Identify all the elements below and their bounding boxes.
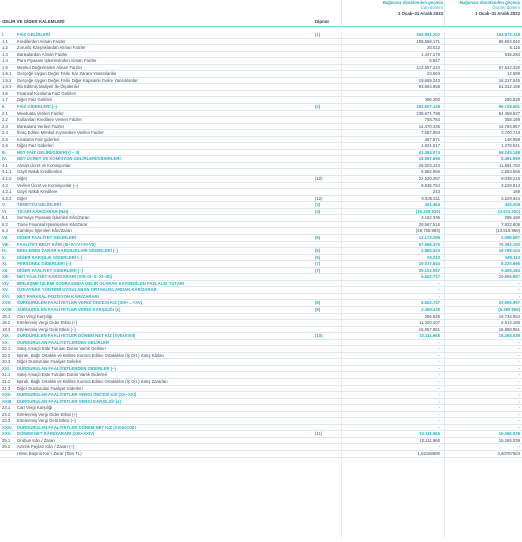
row-prior-value: 1.276.541 [501, 143, 520, 149]
row-prior-value: 9.495.184 [501, 267, 520, 273]
row-current-value: 29.102.057 [418, 267, 440, 273]
row-prior-value: 9.038.216 [501, 176, 520, 182]
row-code: 1.1 [2, 38, 8, 44]
row-current-value: 11.320.107 [419, 320, 440, 326]
row-code: XIX. [2, 333, 11, 339]
row-code: 1.3 [2, 51, 8, 57]
row-label: Diğer Faiz Gelirleri [17, 97, 53, 103]
row-code: 6.2 [2, 221, 8, 227]
row-label: Türev Finansal İşlemlerden Kâr/Zarar [17, 221, 88, 227]
row-prior-value: 3,60787563 [497, 451, 520, 456]
row-code: 1.2 [2, 45, 8, 51]
row-label: İtfa Edilmiş Maliyeti İle Ölçülenler [17, 84, 80, 90]
row-prior-value: 3.700.719 [501, 130, 520, 136]
row-label: DİĞER KARŞILIK GİDERLERİ (–) [17, 254, 83, 260]
row-label: Menkul Değerlerden Alınan Faizler [17, 64, 83, 70]
row-code: 2.2 [2, 117, 8, 123]
row-current-value: 15.067.961 [418, 326, 440, 332]
row-label: DURDURULAN FAALİYETLERDEN GİDERLER (–) [17, 365, 116, 371]
row-label: BİRLEŞME İŞLEMİ SONRASINDA GELİR OLARAK KAYDEDİLEN FAZLALIK TUTARI [17, 280, 185, 286]
row-current-value: 28.503.223 [418, 162, 440, 168]
row-code: 20.1 [2, 346, 11, 352]
col1-period-dates: 1 Ocak–31 Aralık 2023 [398, 10, 443, 16]
row-code: 18.3 [2, 326, 11, 332]
row-code: XXII. [2, 392, 12, 398]
row-current-value: - [438, 346, 440, 352]
row-prior-value: 12.589 [507, 71, 520, 77]
row-label: DÖNEM NET KÂRI/ZARARI (XIX+XXIV) [17, 431, 95, 437]
row-label: Diğer Durdurulan Faaliyet Giderleri [17, 385, 83, 391]
row-code: 2.4 [2, 130, 8, 136]
row-label: Satış Amaçlı Elde Tutulan Duran Varlık Giderleri [17, 372, 108, 378]
row-prior-value: - [518, 405, 520, 411]
row-prior-value: - [518, 378, 520, 384]
row-code: 2.5 [2, 136, 8, 142]
row-note: (7) [315, 267, 321, 273]
column-separator [444, 0, 445, 26]
row-prior-value: 4.086.867 [501, 234, 520, 240]
row-current-value: - [438, 385, 440, 391]
row-code: 21.2 [2, 378, 11, 384]
row-label: ÖZKAYNAK YÖNTEMİ UYGULANAN ORTAKLIKLARDAN KÂR/ZARAR [17, 287, 157, 293]
row-note: (2) [315, 104, 321, 110]
row-current-value: - [438, 280, 440, 286]
row-current-value: - [438, 378, 440, 384]
row-label: İhraç Edilen Menkul Kıymetlere Verilen Faizler [17, 130, 104, 136]
row-current-value: 263.607.128 [416, 104, 440, 110]
row-current-value: 189.559.171 [416, 38, 440, 44]
row-code: XX. [2, 339, 9, 345]
row-code: V. [2, 202, 6, 208]
row-label: Kambiyo İşlemleri Kârı/Zararı [17, 228, 73, 234]
row-label: Finansal Kiralama Faiz Gelirleri [17, 90, 77, 96]
row-prior-value: 3.229.813 [501, 182, 520, 188]
row-current-value: 487.571 [424, 136, 440, 142]
row-prior-value: - [518, 58, 520, 64]
row-current-value: - [438, 398, 440, 404]
row-prior-value: 15.265.039 [498, 431, 520, 437]
row-label: DURDURULAN FAALİYETLER VERGİ ÖNCESİ K/Z (XX–XXI) [17, 392, 137, 398]
row-label: Gayri Nakdi Kredilere [17, 189, 58, 195]
row-prior-value: - [518, 346, 520, 352]
row-current-value: 10.111.965 [419, 431, 440, 437]
row-prior-value: 11.691.782 [499, 162, 520, 168]
row-prior-value: 64.459.527 [498, 110, 520, 116]
row-note: (9) [315, 306, 321, 312]
row-label: Diğer [17, 176, 28, 182]
row-label: Bankalardan Alınan Faizler [17, 51, 68, 57]
row-note: (6) [315, 248, 321, 254]
col1-period-name: Cari dönem [420, 5, 443, 11]
row-code: 4.2.1 [2, 189, 12, 195]
row-current-value: - [438, 339, 440, 345]
row-label: Ertelenmiş Vergi Gider Etkisi (+) [17, 411, 78, 417]
row-code: 1.7 [2, 97, 8, 103]
row-current-value: 396.260 [424, 97, 440, 103]
row-current-value: 18.967.669 [418, 156, 440, 162]
row-prior-value: 535.284 [504, 51, 520, 57]
row-code: 1.5.3 [2, 84, 12, 90]
row-label: Cari Vergi Karşılığı [17, 405, 53, 411]
row-label: Ertelenmiş Vergi Gelir Etkisi (–) [17, 326, 76, 332]
row-current-value: 3.162.336 [421, 215, 440, 221]
row-prior-value: 67.542.320 [498, 64, 520, 70]
row-prior-value: 15.265.039 [498, 333, 520, 339]
row-prior-value: 16.217.545 [498, 77, 520, 83]
row-label: NET ÜCRET VE KOMİSYON GELİRLERİ/GİDERLERİ [17, 156, 121, 162]
note-column-header: Dipnot [315, 19, 329, 24]
row-prior-value: 15.784.967 [498, 123, 520, 129]
row-code: XVIII. [2, 306, 13, 312]
row-note: (4) [315, 208, 321, 214]
row-current-value: 29.567.516 [418, 221, 440, 227]
row-current-value: (48.759.983) [415, 228, 440, 234]
row-current-value: 5.982.956 [421, 169, 440, 175]
row-current-value: - [438, 372, 440, 378]
row-prior-value: (13.919.969) [495, 228, 520, 234]
row-current-value: - [438, 287, 440, 293]
row-current-value: 7.587.083 [421, 130, 440, 136]
row-current-value: - [438, 352, 440, 358]
row-prior-value: - [518, 372, 520, 378]
row-label: Cari Vergi Karşılığı [17, 313, 53, 319]
row-code: 23.2 [2, 411, 11, 417]
row-label: PERSONEL GİDERLERİ (–) [17, 261, 71, 267]
row-code: 4.1.2 [2, 176, 12, 182]
row-current-value: 113.557.224 [416, 64, 440, 70]
row-code: 23.1 [2, 405, 11, 411]
row-current-value: 5.547 [429, 58, 440, 64]
row-prior-value: - [518, 418, 520, 424]
row-note: (6) [315, 254, 321, 260]
row-label: SÜRDÜRÜLEN FAALİYETLER DÖNEM NET K/Z (XVII±XVIII) [17, 333, 136, 339]
row-prior-value: - [518, 411, 520, 417]
row-prior-value: 2.653.566 [501, 169, 520, 175]
row-note: (10) [315, 333, 323, 339]
row-current-value: - [438, 405, 440, 411]
row-code: 1.5 [2, 64, 8, 70]
row-code: XXIV. [2, 424, 13, 430]
row-label: Diğer Faiz Giderleri [17, 143, 54, 149]
row-label: NET FAİZ GELİRİ/GİDERİ (I – II) [17, 149, 80, 155]
row-label: Ertelenmiş Vergi Gider Etkisi (+) [17, 320, 78, 326]
row-code: 4.2 [2, 182, 8, 188]
row-prior-value: 148.958 [504, 136, 520, 142]
row-prior-value: 51.312.186 [498, 84, 520, 90]
row-prior-value: 20.655.997 [498, 300, 520, 306]
col2-period-dates: 1 Ocak–31 Aralık 2022 [475, 10, 520, 16]
row-prior-value: 75.362.193 [498, 241, 520, 247]
row-label: Para Piyasası İşlemlerinden Alınan Faizler [17, 58, 97, 64]
row-code: 21.1 [2, 372, 11, 378]
row-current-value: 10.111.965 [419, 333, 440, 339]
row-label: SÜRDÜRÜLEN FAALİYETLER VERGİ ÖNCESİ K/Z (XIII+…+XV) [17, 300, 143, 306]
row-prior-value: - [518, 385, 520, 391]
row-label: DURDURULAN FAALİYETLER DÖNEM NET K/Z (XXII±XXIII) [17, 424, 136, 430]
row-label: SÜRDÜRÜLEN FAALİYETLER VERGİ KARŞILIĞI (±) [17, 306, 121, 312]
row-prior-value: 16.785.104 [498, 248, 520, 254]
row-current-value: - [438, 392, 440, 398]
row-label: Gerçeğe Uygun Değer Farkı Kar Zarara Yansıtılanlar [17, 71, 117, 77]
row-code: XIII. [2, 274, 10, 280]
row-prior-value: 153.973.729 [496, 32, 520, 37]
row-code: 18.1 [2, 313, 11, 319]
row-label: İştirak, Bağlı Ortaklık ve Birlikte Kontrol Edilen Ortaklıklar (İş Ort.) Satış Kârları [17, 352, 165, 358]
row-code: VI. [2, 208, 8, 214]
row-current-value: - [438, 424, 440, 430]
row-label: Gayri Nakdi Kredilerden [17, 169, 63, 175]
row-prior-value: 5.115 [509, 45, 520, 51]
row-current-value: 1,52186990 [417, 451, 440, 456]
row-code: XXI. [2, 365, 11, 371]
row-label: Alınan Ücret ve Komisyonlar [17, 162, 71, 168]
row-prior-value: - [518, 398, 520, 404]
row-note: (8) [315, 300, 321, 306]
row-current-value: 304.991.202 [416, 32, 440, 37]
row-current-value: 9.535.754 [421, 182, 440, 188]
row-current-value: 22.520.267 [418, 176, 440, 182]
row-code: IX. [2, 248, 8, 254]
row-prior-value: - [518, 90, 520, 96]
row-code: 1.4 [2, 58, 8, 64]
row-code: XVII. [2, 300, 12, 306]
row-label: Zorunlu Karşılıklardan Alınan Faizler [17, 45, 86, 51]
row-code: 21.3 [2, 385, 11, 391]
row-label: Bankalara Verilen Faizler [17, 123, 65, 129]
row-label: Diğer [17, 195, 28, 201]
row-code: 2.1 [2, 110, 8, 116]
row-prior-value: 68.245.168 [498, 149, 520, 155]
row-label: FAİZ GİDERLERİ (–) [17, 104, 57, 110]
row-current-value: 1.447.178 [421, 51, 440, 57]
row-code: 1.5.1 [2, 71, 12, 77]
row-current-value: 238.671.798 [416, 110, 440, 116]
row-code: I. [2, 32, 5, 37]
row-prior-value: - [518, 287, 520, 293]
row-prior-value: 358.169 [504, 117, 520, 123]
row-current-value: - [438, 444, 440, 450]
row-code: 4.2.2 [2, 195, 12, 201]
row-label: FAALİYET BRÜT KÂRI (III+IV+V+VI+VII) [17, 241, 96, 247]
row-current-value: 286.626 [424, 313, 440, 319]
row-prior-value: 7.832.809 [501, 221, 520, 227]
row-note: (12) [315, 176, 323, 182]
row-code: XII. [2, 267, 9, 273]
col2-audit-status: Bağımsız denetimden geçmiş [459, 0, 520, 5]
row-prior-value: 286.929 [504, 97, 520, 103]
table-row [0, 451, 522, 458]
row-current-value: 19.669.243 [418, 77, 440, 83]
row-prior-value: 285.160 [504, 215, 520, 221]
row-label: Satış Amaçlı Elde Tutulan Duran Varlık Gelirleri [17, 346, 106, 352]
row-prior-value: - [518, 444, 520, 450]
row-code: 4.1.1 [2, 169, 12, 175]
row-label: DİĞER FAALİYET GİDERLERİ (–) [17, 267, 83, 273]
row-label: Grubun Kârı / Zararı [17, 437, 56, 443]
row-note: (12) [315, 195, 323, 201]
row-label: İştirak, Bağlı Ortaklık ve Birlikte Kontrol Edilen Ortaklıklar (İş Ort.) Satış Zararları [17, 378, 168, 384]
row-prior-value: - [518, 365, 520, 371]
row-code: 20.2 [2, 352, 11, 358]
row-note: (7) [315, 261, 321, 267]
row-label: DİĞER FAALİYET GELİRLERİ [17, 234, 77, 240]
row-current-value: - [438, 418, 440, 424]
items-column-header: GELİR VE GİDER KALEMLERİ [2, 19, 65, 24]
row-code: 25.1 [2, 437, 11, 443]
row-prior-value: 85.728.561 [498, 104, 520, 110]
row-code: II. [2, 104, 6, 110]
row-prior-value: - [518, 280, 520, 286]
row-current-value: 41.384.074 [418, 149, 440, 155]
col2-period-name: Önceki dönem [492, 5, 520, 11]
row-code: 6.3 [2, 228, 8, 234]
row-code: X. [2, 254, 7, 260]
row-current-value: - [438, 359, 440, 365]
row-prior-value: - [518, 424, 520, 430]
row-label: Ertelenmiş Vergi Gelir Etkisi (–) [17, 418, 76, 424]
row-label: FAİZ GELİRLERİ [17, 32, 51, 37]
row-label: NET FAALİYET KÂRI/ZARARI (VIII–IX–X–XI–XII) [17, 274, 112, 280]
row-label: Azınlık Payları Kârı / Zararı (–) [17, 444, 75, 450]
row-note: (1) [315, 32, 321, 37]
row-code: 1.6 [2, 90, 8, 96]
row-current-value: 93.864.958 [418, 84, 440, 90]
row-prior-value: 169 [512, 189, 520, 195]
row-note: (3) [315, 202, 321, 208]
table-header [0, 0, 522, 30]
row-prior-value: 15.265.039 [498, 437, 520, 443]
row-current-value: 57.696.376 [418, 241, 440, 247]
row-prior-value: - [518, 359, 520, 365]
col1-audit-status: Bağımsız denetimden geçmiş [382, 0, 443, 5]
income-statement-table [0, 32, 522, 458]
row-label: NET PARASAL POZİSYON KÂRI/ZARARI [17, 293, 99, 299]
row-prior-value: 8.220.695 [501, 261, 520, 267]
row-prior-value: - [518, 352, 520, 358]
row-prior-value: - [518, 293, 520, 299]
row-code: 6.1 [2, 215, 8, 221]
row-current-value: - [438, 90, 440, 96]
row-label: Kredilerden Alınan Faizler [17, 38, 66, 44]
row-current-value: 9.535.511 [421, 195, 440, 201]
row-label: DURDURULAN FAALİYETLERDEN GELİRLER [17, 339, 110, 345]
row-label: Mevduata Verilen Faizler [17, 110, 64, 116]
row-prior-value: 5.514.165 [501, 320, 520, 326]
row-prior-value: - [518, 339, 520, 345]
row-prior-value: 185.113 [504, 254, 520, 260]
row-current-value: 401.464 [424, 202, 440, 208]
row-code: XVI. [2, 293, 11, 299]
row-current-value: 14.470.336 [418, 123, 440, 129]
row-current-value: 6.652.737 [421, 274, 440, 280]
row-current-value: 3.459.228 [421, 306, 440, 312]
row-note: (5) [315, 234, 321, 240]
row-code: 23.3 [2, 418, 11, 424]
row-current-value: 10.111.965 [419, 437, 440, 443]
row-current-value: 1.631.617 [421, 143, 440, 149]
row-label: BEKLENEN ZARAR KARŞILIKLARI GİDERLERİ (–) [17, 248, 119, 254]
row-label: Kullanılan Kredilere Verilen Faizler [17, 117, 82, 123]
row-current-value: (16.209.929) [415, 208, 440, 214]
row-prior-value: 16.858.861 [498, 326, 520, 332]
row-current-value: 19.017.844 [418, 261, 440, 267]
row-label: DURDURULAN FAALİYETLER VERGİ KARŞILIĞI (±) [17, 398, 121, 404]
row-code: XI. [2, 261, 8, 267]
row-current-value: 13.173.298 [418, 234, 440, 240]
row-code: 25.2 [2, 444, 11, 450]
row-prior-value: 20.655.997 [498, 274, 520, 280]
row-code: VIII. [2, 241, 10, 247]
header-divider [0, 26, 522, 27]
row-code: IV. [2, 156, 7, 162]
row-label: Hisse Başına Kar / Zarar (Tam TL) [17, 451, 82, 456]
row-current-value: - [438, 293, 440, 299]
row-code: XV. [2, 287, 9, 293]
row-current-value: 26.022 [427, 45, 440, 51]
row-current-value: 23.663 [427, 71, 440, 77]
row-code: XIV. [2, 280, 10, 286]
row-prior-value: 16.734.654 [498, 313, 520, 319]
row-prior-value: - [518, 392, 520, 398]
row-current-value: - [438, 365, 440, 371]
row-label: TİCARİ KÂR/ZARAR (Net) [17, 208, 69, 214]
row-current-value: 758.783 [424, 117, 440, 123]
row-code: VII. [2, 234, 9, 240]
row-prior-value: 85.604.042 [498, 38, 520, 44]
row-code: 2.3 [2, 123, 8, 129]
row-label: Verilen Ücret ve Komisyonlar (–) [17, 182, 78, 188]
row-current-value: 2.894.523 [421, 248, 440, 254]
row-label: TEMETTÜ GELİRLERİ [17, 202, 61, 208]
row-current-value: 6.652.737 [421, 300, 440, 306]
row-current-value: - [438, 411, 440, 417]
row-current-value: 29.213 [427, 254, 440, 260]
row-code: III. [2, 149, 7, 155]
row-code: XXV. [2, 431, 12, 437]
row-code: 1.5.2 [2, 77, 12, 83]
row-note: (11) [315, 431, 323, 437]
row-label: Kiralama Faiz giderleri [17, 136, 60, 142]
row-prior-value: (5.390.958) [498, 306, 520, 312]
row-code: 20.3 [2, 359, 11, 365]
row-label: Gerçeğe Uygun Değer Farkı Diğer Kapsamlı Gelire Yansıtılanlar [17, 77, 138, 83]
row-code: 2.6 [2, 143, 8, 149]
row-prior-value: (3.674.000) [498, 208, 520, 214]
row-prior-value: 8.461.969 [501, 156, 520, 162]
row-code: 18.2 [2, 320, 11, 326]
row-prior-value: 3.229.644 [501, 195, 520, 201]
row-current-value: 243 [432, 189, 440, 195]
row-code: 4.1 [2, 162, 8, 168]
row-label: Diğer Durdurulan Faaliyet Gelirleri [17, 359, 82, 365]
row-prior-value: 426.209 [504, 202, 520, 208]
row-code: XXIII. [2, 398, 13, 404]
row-label: Sermaye Piyasası İşlemleri Kârı/Zararı [17, 215, 90, 221]
